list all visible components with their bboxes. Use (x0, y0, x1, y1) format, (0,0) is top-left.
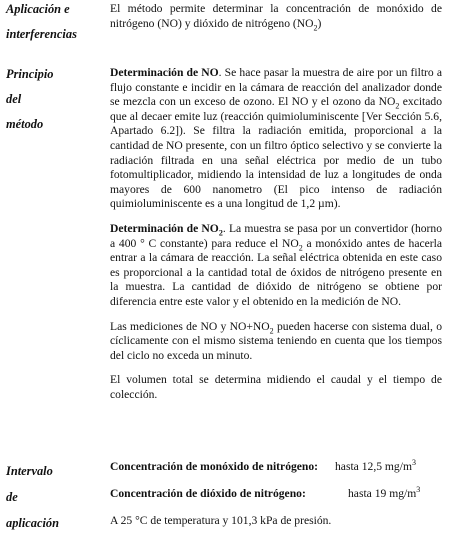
heading-no: Determinación de NO (110, 66, 219, 79)
label-line: del (6, 92, 22, 106)
paragraph-volumen: El volumen total se determina midiendo el caudal y el tiempo de colección. (110, 373, 442, 401)
label-line: aplicación (6, 516, 59, 530)
label-intervalo (6, 458, 106, 536)
aplicacion-text: El método permite determinar la concentración de monóxido de nitrógeno (NO) y dióxido de nitrógeno $(NO_2)$ (110, 2, 442, 32)
intervalo-row-no: Concentración de monóxido de nitrógeno: hasta 12,5 $mg/m^3$ (110, 458, 416, 473)
paragraph-no: Determinación de NO. Se hace pasar la muestra de aire por un filtro a flujo constante e incidir en la cámara de reacción del analizador donde se mezcla con un exceso de ozono. El NO y el ozono da $NO_2$ excitado que al decaer emite luz (reacción quimioluminiscente [Ver Sección 5.6, Apartado 6.2]). Se filtra la radiación emitida, proporcional a la cantidad de NO presente, con un filtro óptico selectivo y se convierte la radiación filtrada en una señal eléctrica por medio de un tubo fotomultiplicador, midiendo la intensidad de luz a longitudes de onda mayores de 600 nanometro (El pico intenso de radiación quimioluminiscente es a una longitud de 1,2 µm). (110, 66, 442, 211)
label-aplicacion (6, 0, 106, 47)
label-line: de (6, 490, 18, 504)
intervalo-row-no2: Concentración de dióxido de nitrógeno: hasta 19 $mg/m^3$ (110, 485, 421, 500)
label-line: Principio (6, 67, 54, 81)
heading-no2: Determinación de $NO_2$ (110, 221, 223, 238)
label-line: método (6, 117, 44, 131)
label-principio (6, 62, 106, 137)
paragraph-mediciones: Las mediciones de NO y $NO+NO_2$ pueden hacerse con sistema dual, o cíclicamente con el mismo sistema teniendo en cuenta que los tiempos del ciclo no exceda un minuto. (110, 319, 443, 362)
intervalo-note: A 25 °C de temperatura y 101,3 kPa de presión. (110, 514, 332, 527)
paragraph-no2: Determinación de $NO_2$. La muestra se pasa por un convertidor (horno a 400 ° C constante) para reduce el $NO_2$ a monóxido antes de hacerla entrar a la cámara de reacción. La señal eléctrica obtenida en este caso es proporcional a la cantidad total de óxidos de nitrógeno presente en la muestra. La cantidad de dióxido de nitrógeno se obtiene por diferencia entre este valor y el obtenido en la medición de NO. (110, 221, 442, 308)
principio-text (110, 66, 442, 412)
label-line: Aplicación e (6, 2, 70, 16)
label-line: interferencias (6, 27, 77, 41)
label-line: Intervalo (6, 464, 53, 478)
